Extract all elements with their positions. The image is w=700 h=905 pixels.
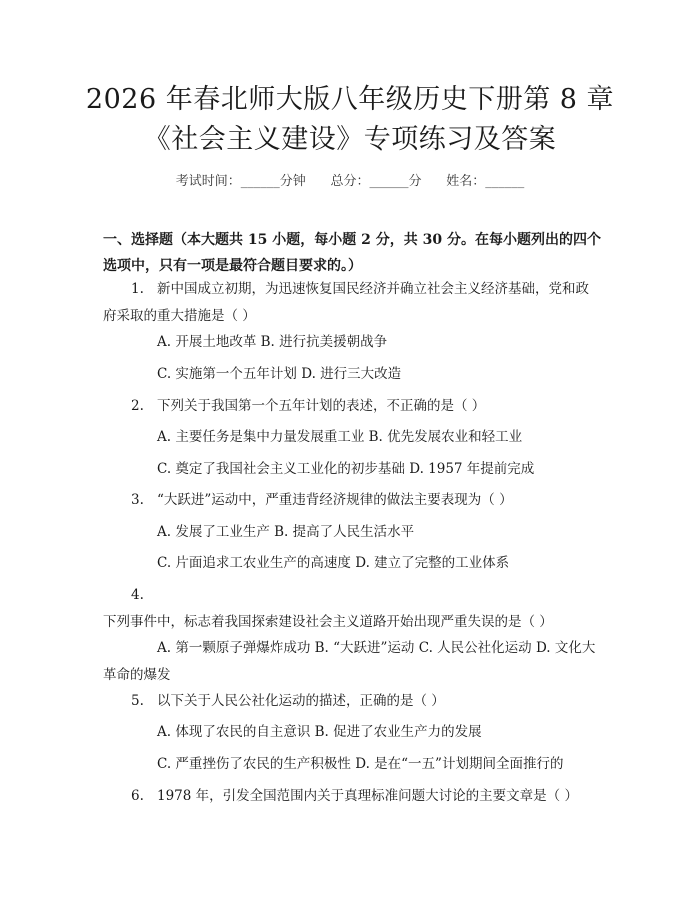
page-title-line1: 2026 年春北师大版八年级历史下册第 8 章: [85, 84, 615, 115]
question-number: 5.: [131, 693, 144, 709]
question-6: [103, 783, 601, 810]
option-line: A. 主要任务是集中力量发展重工业 B. 优先发展农业和轻工业: [157, 429, 523, 445]
option-line: A. 发展了工业生产 B. 提高了人民生活水平: [157, 524, 415, 540]
question-5-options-row-2: [103, 751, 601, 778]
question-number: 6.: [131, 788, 144, 804]
question-number: 3.: [131, 492, 144, 508]
page-title-line2: 《社会主义建设》专项练习及答案: [143, 124, 557, 155]
question-3: [103, 487, 601, 514]
question-text: 下列关于我国第一个五年计划的表述，不正确的是（ ）: [157, 398, 486, 414]
option-line: C. 片面追求工农业生产的高速度 D. 建立了完整的工业体系: [157, 555, 510, 571]
question-4: [103, 582, 601, 636]
question-5-options-row-1: [103, 719, 601, 746]
exam-meta-line: 考试时间：______分钟 总分：______分 姓名：______: [175, 174, 525, 189]
question-2: [103, 393, 601, 420]
option-line: C. 实施第一个五年计划 D. 进行三大改造: [157, 366, 402, 382]
option-line: A. 第一颗原子弹爆炸成功 B. “大跃进”运动 C. 人民公社化运动 D. 文化大革命的爆发: [103, 640, 596, 683]
question-3-options-row-2: [103, 550, 601, 577]
section-heading: 一、选择题（本大题共 15 小题，每小题 2 分，共 30 分。在每小题列出的四个选项中，只有一项是最符合题目要求的。）: [103, 232, 601, 274]
option-line: C. 奠定了我国社会主义工业化的初步基础 D. 1957 年提前完成: [157, 461, 535, 477]
question-text: “大跃进”运动中，严重违背经济规律的做法主要表现为（ ）: [157, 492, 513, 508]
question-text: 新中国成立初期，为迅速恢复国民经济并确立社会主义经济基础，党和政府采取的重大措施是（ ）: [103, 281, 589, 324]
question-1-options-row-2: [103, 361, 601, 388]
option-line: C. 严重挫伤了农民的生产积极性 D. 是在“一五”计划期间全面推行的: [157, 756, 564, 772]
question-number: 4.: [131, 587, 144, 603]
question-2-options-row-2: [103, 456, 601, 483]
question-3-options-row-1: [103, 519, 601, 546]
question-1: [103, 276, 601, 330]
question-1-options-row-1: [103, 329, 601, 356]
question-text: 下列事件中，标志着我国探索建设社会主义道路开始出现严重失误的是（ ）: [103, 614, 553, 630]
question-number: 1.: [131, 281, 144, 297]
option-line: A. 体现了农民的自主意识 B. 促进了农业生产力的发展: [157, 724, 482, 740]
question-2-options-row-1: [103, 424, 601, 451]
question-text: 1978 年，引发全国范围内关于真理标准问题大讨论的主要文章是（ ）: [157, 788, 578, 804]
question-4-options: [103, 635, 601, 689]
question-number: 2.: [131, 398, 144, 414]
question-5: [103, 688, 601, 715]
question-text: 以下关于人民公社化运动的描述，正确的是（ ）: [157, 693, 445, 709]
option-line: A. 开展土地改革 B. 进行抗美援朝战争: [157, 334, 388, 350]
